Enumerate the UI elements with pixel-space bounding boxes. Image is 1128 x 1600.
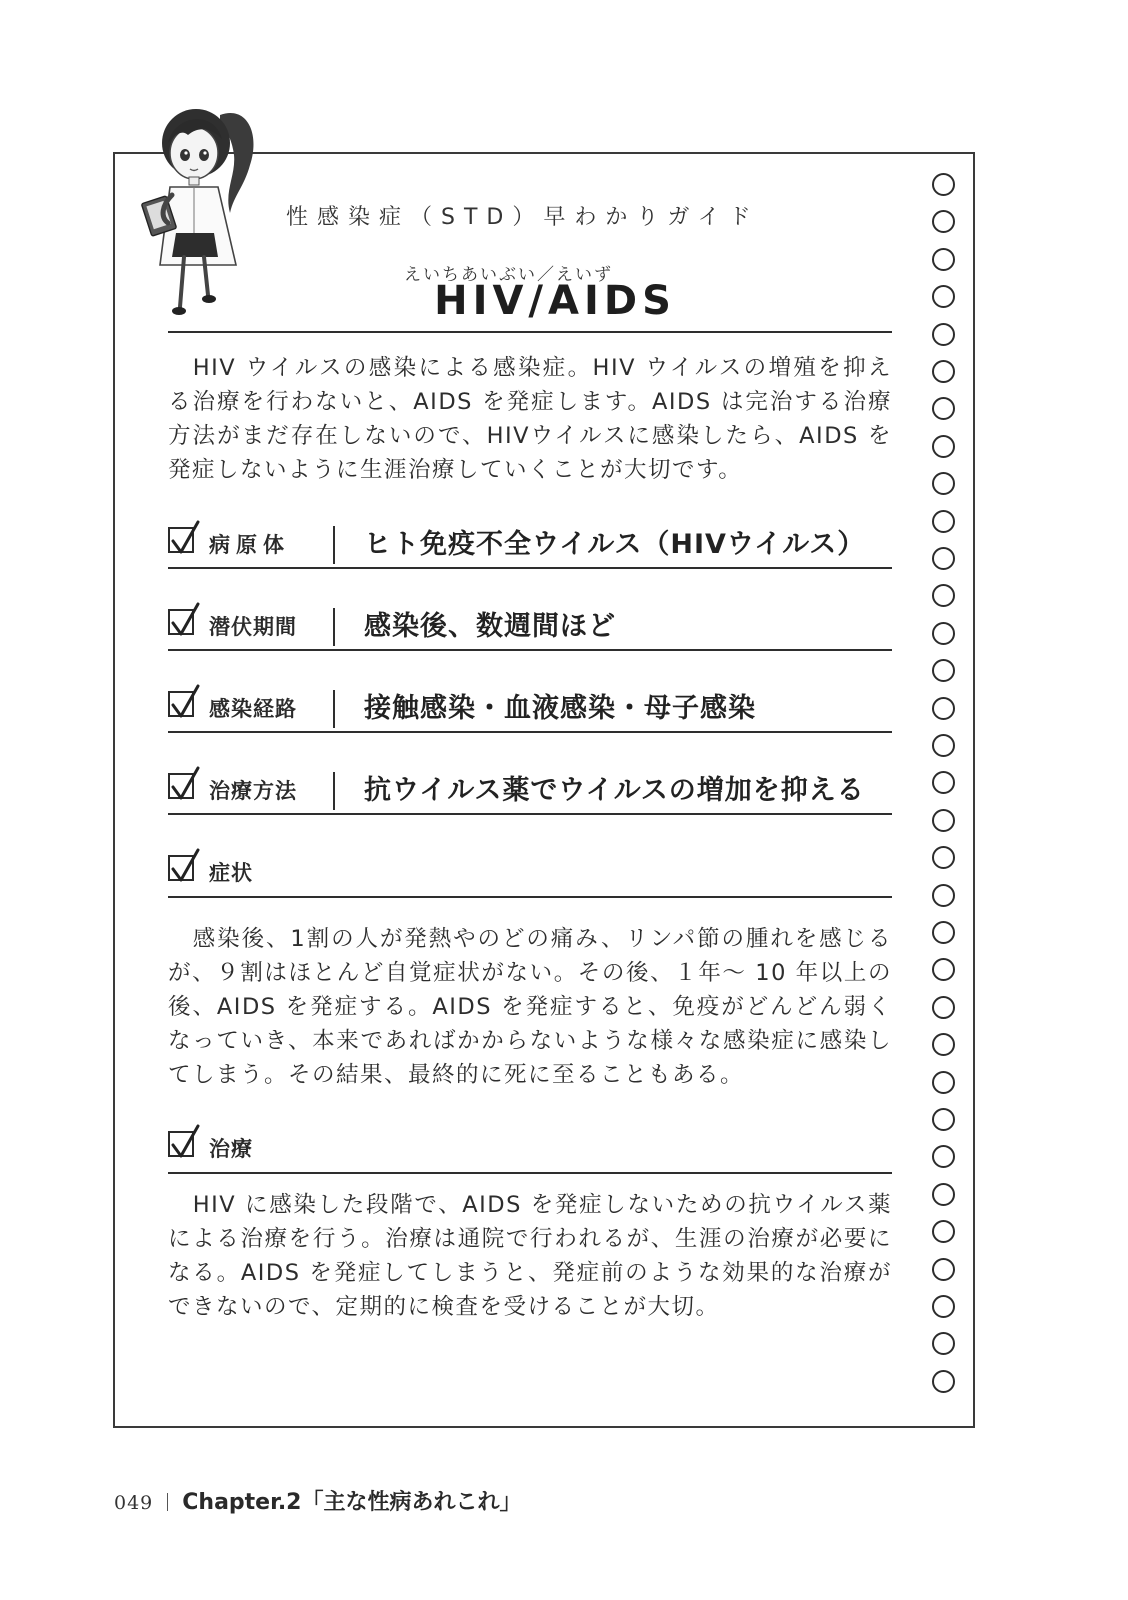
title-divider xyxy=(168,331,892,333)
fact-divider xyxy=(168,731,892,733)
fact-value: ヒト免疫不全ウイルス（HIVウイルス） xyxy=(364,529,866,560)
page-footer xyxy=(114,1485,521,1516)
section-heading: 治療 xyxy=(209,1137,253,1161)
symptoms-paragraph: 感染後、1割の人が発熱やのどの痛み、リンパ節の腫れを感じるが、９割はほとんど自覚症状がない。その後、１年〜 10 年以上の後、AIDS を発症する。AIDS を発症すると、免疫がどんどん弱くなっていき、本来であればかからないような様々な感染症に感染してしまう。その結果、最終的に死に至ることもある。 xyxy=(168,926,892,1088)
checkbox-icon xyxy=(168,773,194,799)
checkbox-icon xyxy=(168,527,194,553)
fact-separator xyxy=(333,772,335,810)
section-divider xyxy=(168,896,892,898)
fact-separator xyxy=(333,526,335,564)
fact-label: 潜伏期間 xyxy=(209,615,297,639)
page-title: HIV/AIDS xyxy=(434,278,676,324)
fact-value: 接触感染・血液感染・母子感染 xyxy=(364,693,756,724)
fact-divider xyxy=(168,813,892,815)
footer-separator xyxy=(167,1493,168,1511)
fact-divider xyxy=(168,649,892,651)
section-heading: 症状 xyxy=(209,861,253,885)
fact-label: 病原体 xyxy=(209,533,290,557)
checkbox-icon xyxy=(168,691,194,717)
title-ruby: えいちあいぶい／えいず xyxy=(404,265,613,285)
fact-label: 感染経路 xyxy=(209,697,297,721)
checkbox-icon xyxy=(168,609,194,635)
section-divider xyxy=(168,1172,892,1174)
page-number: 049 xyxy=(114,1492,154,1514)
fact-label: 治療方法 xyxy=(209,779,297,803)
checkbox-icon xyxy=(168,1131,194,1157)
fact-divider xyxy=(168,567,892,569)
guide-title: 性感染症（STD）早わかりガイド xyxy=(286,205,760,230)
fact-separator xyxy=(333,608,335,646)
checkbox-icon xyxy=(168,855,194,881)
treatment-paragraph: HIV に感染した段階で、AIDS を発症しないための抗ウイルス薬による治療を行う。治療は通院で行われるが、生涯の治療が必要になる。AIDS を発症してしまうと、発症前のような効果的な治療ができないので、定期的に検査を受けることが大切。 xyxy=(168,1192,892,1320)
chapter-title: Chapter.2「主な性病あれこれ」 xyxy=(182,1490,522,1515)
intro-paragraph: HIV ウイルスの感染による感染症。HIV ウイルスの増殖を抑える治療を行わないと、AIDS を発症します。AIDS は完治する治療方法がまだ存在しないので、HIVウイルスに感染したら、AIDS を発症しないように生涯治療していくことが大切です。 xyxy=(168,355,892,483)
fact-separator xyxy=(333,690,335,728)
fact-value: 抗ウイルス薬でウイルスの増加を抑える xyxy=(364,775,865,806)
fact-value: 感染後、数週間ほど xyxy=(364,611,616,642)
